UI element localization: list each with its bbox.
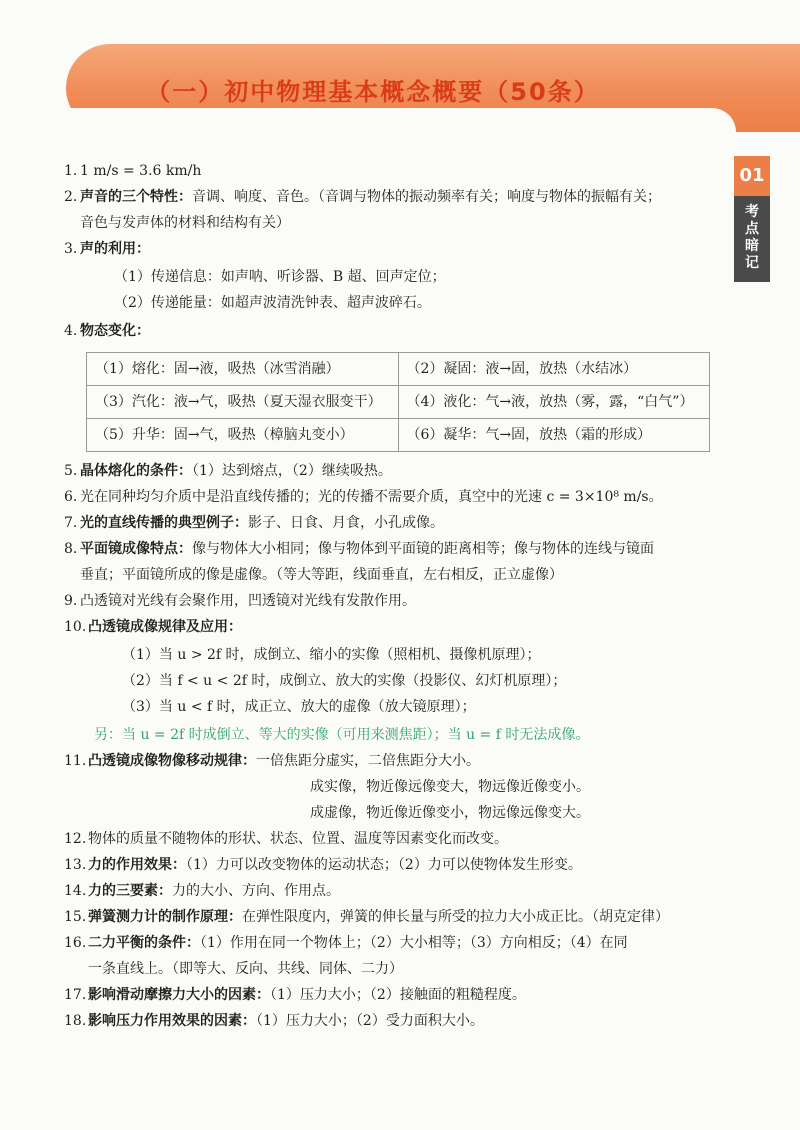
table-cell: （3）汽化：液→气，吸热（夏天湿衣服变干）: [87, 386, 399, 419]
section-tab: [734, 156, 770, 282]
item-number: 2.: [64, 189, 78, 205]
item-text-continued: 垂直；平面镜所成的像是虚像。（等大等距，线面垂直，左右相反，正立虚像）: [80, 567, 563, 583]
list-item: [60, 852, 720, 878]
item-number: 11.: [64, 753, 87, 769]
item-keyword: 力的三要素：: [88, 883, 172, 899]
item-number: 16.: [64, 935, 87, 951]
item-number: 7.: [64, 515, 78, 531]
item-text: 光在同种均匀介质中是沿直线传播的；光的传播不需要介质，真空中的光速 c = 3×10⁸ m/s。: [80, 489, 663, 505]
list-item: [60, 826, 720, 852]
banner-notch: [66, 108, 736, 132]
list-item: [60, 458, 720, 484]
item-number: 10.: [64, 619, 87, 635]
item-text-continued: 一条直线上。（即等大、反向、共线、同体、二力）: [88, 961, 403, 977]
item-number: 15.: [64, 909, 87, 925]
section-label: [734, 204, 770, 272]
item-number: 8.: [64, 541, 78, 557]
highlight-note: 另：当 u = 2f 时成倒立、等大的实像（可用来测焦距）；当 u = f 时无法成像。: [94, 727, 590, 743]
item-text: （1）压力大小；（2）接触面的粗糙程度。: [270, 987, 526, 1003]
list-item: [60, 930, 720, 982]
item-keyword: 声音的三个特性：: [80, 189, 192, 205]
list-item: [60, 982, 720, 1008]
table-cell: （5）升华：固→气，吸热（樟脑丸变小）: [87, 419, 399, 452]
table-row: [87, 386, 710, 419]
rule-lines: [88, 774, 720, 826]
item-keyword: 影响压力作用效果的因素：: [88, 1013, 256, 1029]
list-item: [60, 318, 720, 344]
item-text: 音调、响度、音色。（音调与物体的振动频率有关；响度与物体的振幅有关；: [192, 189, 661, 205]
list-item: [60, 904, 720, 930]
table-cell: （4）液化：气→液，放热（雾，露，“白气”）: [398, 386, 710, 419]
item-text: （1）力可以改变物体的运动状态；（2）力可以使物体发生形变。: [186, 857, 582, 873]
item-number: 14.: [64, 883, 87, 899]
item-text: （1）达到熔点，（2）继续吸热。: [192, 463, 392, 479]
rule-line: 成实像，物近像远像变大，物远像近像变小。: [310, 779, 590, 795]
item-text: 像与物体大小相同；像与物体到平面镜的距离相等；像与物体的连线与镜面: [192, 541, 654, 557]
item-number: 4.: [64, 323, 78, 339]
section-label-char: 暗: [745, 238, 759, 254]
item-number: 3.: [64, 241, 78, 257]
item-text-continued: 音色与发声体的材料和结构有关）: [80, 215, 290, 231]
item-keyword: 弹簧测力计的制作原理：: [88, 909, 242, 925]
item-text: 力的大小、方向、作用点。: [172, 883, 340, 899]
item-keyword: 晶体熔化的条件：: [80, 463, 192, 479]
table-cell: （1）熔化：固→液，吸热（冰雪消融）: [87, 353, 399, 386]
section-label-char: 记: [745, 255, 759, 271]
list-item: [60, 158, 720, 184]
list-item: [60, 748, 720, 826]
item-number: 1.: [64, 163, 78, 179]
item-text: 在弹性限度内，弹簧的伸长量与所受的拉力大小成正比。（胡克定律）: [242, 909, 669, 925]
item-keyword: 平面镜成像特点：: [80, 541, 192, 557]
item-keyword: 凸透镜成像规律及应用：: [88, 619, 242, 635]
list-item: [60, 510, 720, 536]
section-number: 01: [734, 156, 770, 196]
item-keyword: 影响滑动摩擦力大小的因素：: [88, 987, 270, 1003]
item-number: 18.: [64, 1013, 87, 1029]
list-item: [60, 878, 720, 904]
item-number: 5.: [64, 463, 78, 479]
item-number: 6.: [64, 489, 78, 505]
item-text: 物体的质量不随物体的形状、状态、位置、温度等因素变化而改变。: [88, 831, 508, 847]
item-text: （1）压力大小；（2）受力面积大小。: [256, 1013, 484, 1029]
item-text: 1 m/s = 3.6 km/h: [80, 163, 202, 179]
item-keyword: 光的直线传播的典型例子：: [80, 515, 248, 531]
item-keyword: 声的利用：: [80, 241, 150, 257]
table-row: [87, 353, 710, 386]
state-change-table: [86, 352, 710, 452]
item-number: 9.: [64, 593, 78, 609]
sub-item: （3）当 u < f 时，成正立、放大的虚像（放大镜原理）；: [122, 699, 476, 715]
item-number: 12.: [64, 831, 87, 847]
sub-item: （2）当 f < u < 2f 时，成倒立、放大的实像（投影仪、幻灯机原理）；: [122, 673, 567, 689]
page-title: （一）初中物理基本概念概要（50条）: [146, 78, 600, 106]
item-text: （1）作用在同一个物体上；（2）大小相等；（3）方向相反；（4）在同: [200, 935, 628, 951]
item-number: 13.: [64, 857, 87, 873]
list-item: [60, 236, 720, 316]
item-number: 17.: [64, 987, 87, 1003]
concept-list: [60, 158, 720, 1034]
sub-list: [80, 264, 720, 316]
item-text: 影子、日食、月食，小孔成像。: [248, 515, 444, 531]
table-cell: （2）凝固：液→固，放热（水结冰）: [398, 353, 710, 386]
list-item: [60, 1008, 720, 1034]
sub-item: （1）传递信息：如声呐、听诊器、B 超、回声定位；: [114, 269, 446, 285]
item-keyword: 凸透镜成像物像移动规律：: [88, 753, 256, 769]
list-item: [60, 614, 720, 748]
table-row: [87, 419, 710, 452]
table-cell: （6）凝华：气→固，放热（霜的形成）: [398, 419, 710, 452]
item-keyword: 二力平衡的条件：: [88, 935, 200, 951]
list-item: [60, 588, 720, 614]
sub-item: （1）当 u > 2f 时，成倒立、缩小的实像（照相机、摄像机原理）；: [122, 647, 541, 663]
item-keyword: 力的作用效果：: [88, 857, 186, 873]
list-item: [60, 536, 720, 588]
list-item: [60, 484, 720, 510]
section-label-char: 点: [745, 221, 759, 237]
list-item: [60, 184, 720, 236]
sub-item: （2）传递能量：如超声波清洗钟表、超声波碎石。: [114, 295, 431, 311]
section-label-char: 考: [745, 204, 759, 220]
item-text: 一倍焦距分虚实，二倍焦距分大小。: [256, 753, 480, 769]
sub-list: [88, 642, 720, 720]
item-keyword: 物态变化：: [80, 323, 150, 339]
item-text: 凸透镜对光线有会聚作用，凹透镜对光线有发散作用。: [80, 593, 416, 609]
rule-line: 成虚像，物近像近像变小，物远像远像变大。: [310, 805, 590, 821]
